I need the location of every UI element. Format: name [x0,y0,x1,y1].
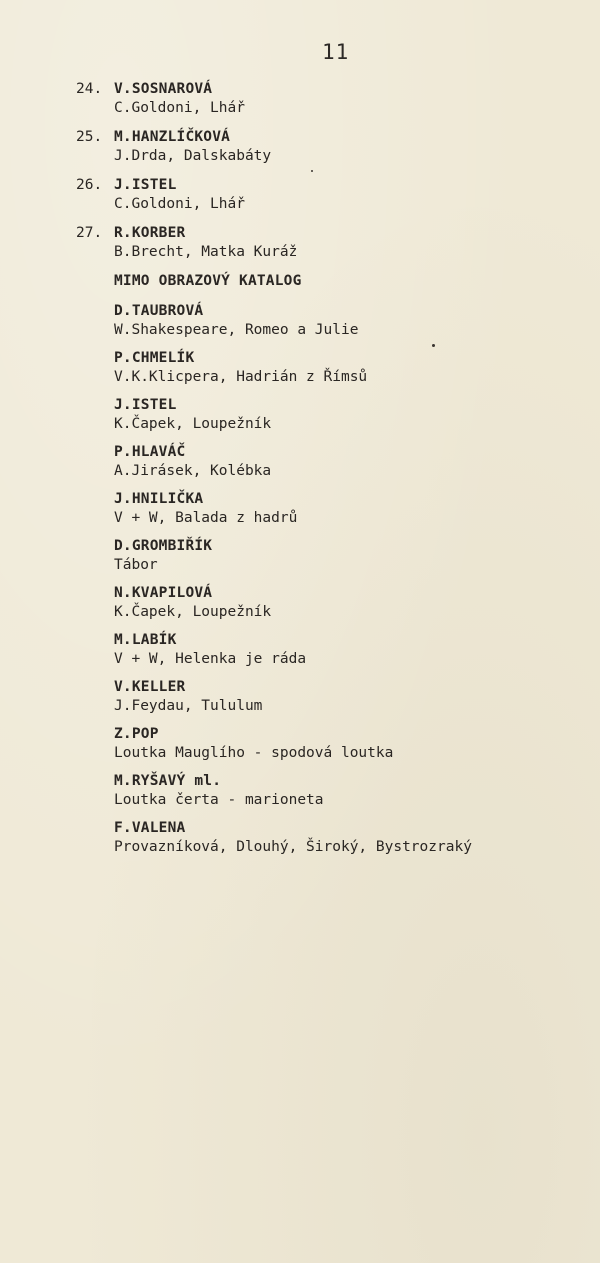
extra-entry [114,725,576,763]
entry-work: V + W, Helenka je ráda [114,651,307,667]
catalog-list [76,80,576,866]
extra-entry [114,396,576,434]
entry-number: 25. [76,129,103,145]
catalog-entry-24 [76,80,576,118]
entry-artist: F.VALENA [114,820,186,836]
entry-work: K.Čapek, Loupežník [114,604,272,620]
entry-artist: V.KELLER [114,679,186,695]
entry-number: 24. [76,81,103,97]
entry-artist: D.TAUBROVÁ [114,303,204,319]
entry-work: C.Goldoni, Lhář [114,196,245,212]
entry-work: J.Feydau, Tululum [114,698,263,714]
entry-artist: N.KVAPILOVÁ [114,585,213,601]
entry-work: A.Jirásek, Kolébka [114,463,272,479]
page-number: 11 [322,40,350,64]
extra-entry [114,490,576,528]
entry-artist: J.ISTEL [114,177,177,193]
entry-number: 26. [76,177,103,193]
entry-artist: P.HLAVÁČ [114,444,186,460]
extra-entry [114,631,576,669]
entry-artist: R.KORBER [114,225,186,241]
extra-entry [114,819,576,857]
section-heading: MIMO OBRAZOVÝ KATALOG [114,273,302,289]
entry-artist: J.HNILIČKA [114,491,204,507]
catalog-entry-25 [76,128,576,166]
entry-work: V.K.Klicpera, Hadrián z Římsů [114,369,368,385]
entry-work: Tábor [114,557,158,573]
entry-work: K.Čapek, Loupežník [114,416,272,432]
extra-entry [114,772,576,810]
entry-work: Loutka čerta - marioneta [114,792,324,808]
entry-work: W.Shakespeare, Romeo a Julie [114,322,359,338]
entry-artist: M.LABÍK [114,632,177,648]
entry-artist: Z.POP [114,726,159,742]
entry-work: V + W, Balada z hadrů [114,510,298,526]
entry-artist: D.GROMBIŘÍK [114,538,213,554]
entry-work: Loutka Mauglího - spodová loutka [114,745,394,761]
catalog-entry-27 [76,224,576,262]
entry-artist: V.SOSNAROVÁ [114,81,213,97]
entry-work: C.Goldoni, Lhář [114,100,245,116]
entry-artist: P.CHMELÍK [114,350,195,366]
extra-entry [114,537,576,575]
extra-entry [114,443,576,481]
entry-work: J.Drda, Dalskabáty [114,148,272,164]
extra-entry [114,584,576,622]
entry-work: Provazníková, Dlouhý, Široký, Bystrozraký [114,839,472,855]
entry-work: B.Brecht, Matka Kuráž [114,244,298,260]
entry-artist: J.ISTEL [114,397,177,413]
entry-artist: M.RYŠAVÝ ml. [114,773,222,789]
extra-entry [114,349,576,387]
ink-speck [432,344,435,347]
entry-number: 27. [76,225,103,241]
entry-artist: M.HANZLÍČKOVÁ [114,129,231,145]
extra-entry [114,302,576,340]
extra-entry [114,678,576,716]
catalog-entry-26 [76,176,576,214]
ink-speck [311,170,313,172]
